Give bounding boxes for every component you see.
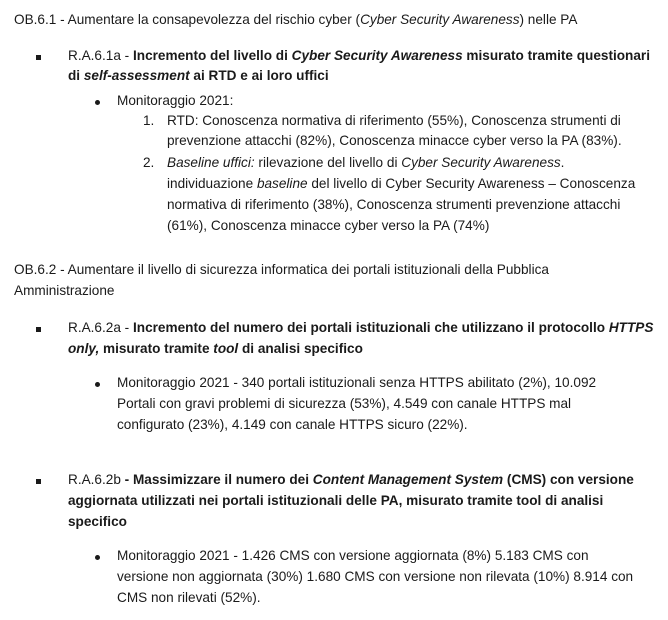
ra-6-1a-line1 (68, 46, 650, 66)
list-num-1: 1. (143, 113, 155, 128)
bullet-dot (95, 555, 100, 560)
monitoraggio-2-line2: Portali con gravi problemi di sicurezza (53%), 4.549 con canale HTTPS mal (117, 396, 572, 411)
item2-line2 (167, 174, 635, 194)
monitoraggio-3-line2: versione non aggiornata (30%) 1.680 CMS con versione non rilevata (10%) 8.914 con (117, 569, 634, 584)
monitoraggio-2-line1: Monitoraggio 2021 - 340 portali istituzionali senza HTTPS abilitato (2%), 10.092 (117, 375, 597, 390)
ob-6-1-heading (14, 10, 577, 30)
item2-line1 (167, 153, 564, 173)
ra-6-2a-line2 (68, 339, 363, 359)
ra-6-2b-code: R.A.6.2b (68, 472, 121, 487)
ob-6-1-end: ) nelle PA (519, 12, 578, 27)
list-num-2: 2. (143, 155, 155, 170)
ra-6-1a-t3: misurato tramite questionari (462, 48, 650, 63)
item2-c: Cyber Security Awareness (401, 155, 561, 170)
item1-line1: RTD: Conoscenza normativa di riferimento (55%), Conoscenza strumenti di (167, 113, 621, 128)
bullet-dot (95, 382, 100, 387)
item2-d: . (560, 155, 565, 170)
ob-6-1-text: - Aumentare la consapevolezza del rischio cyber ( (56, 12, 361, 27)
ra-6-2a-t1: Incremento del numero dei portali istituzionali che utilizzano il protocollo (133, 320, 609, 335)
monitoraggio-3-line3: CMS non rilevati (52%). (117, 590, 261, 605)
item2-a: Baseline uffici: (167, 155, 255, 170)
item1-line2: prevenzione attacchi (82%), Conoscenza minacce cyber verso la PA (83%). (167, 133, 622, 148)
monitoraggio-2-line3: configurato (23%), 4.149 con canale HTTPS sicuro (22%). (117, 417, 468, 432)
ra-6-1a-l2c: ai RTD e ai loro uffici (189, 68, 329, 83)
bullet-dot (95, 100, 100, 105)
ra-sep: - (120, 320, 133, 335)
ob-6-2-line2: Amministrazione (14, 283, 115, 298)
item2-b: rilevazione del livello di (254, 155, 402, 170)
ra-6-1a-line2 (68, 66, 329, 86)
bullet-square (36, 327, 41, 332)
monitoraggio-3-line1: Monitoraggio 2021 - 1.426 CMS con versione aggiornata (8%) 5.183 CMS con (117, 548, 589, 563)
ra-6-2a-l2a: only, (68, 341, 100, 356)
ra-sep: - (120, 48, 133, 63)
ob-6-2-line1: OB.6.2 - Aumentare il livello di sicurezza informatica dei portali istituzionali della Pubblica (14, 262, 549, 277)
ob-6-1-code: OB.6.1 (14, 12, 57, 27)
ra-6-2b-line3: specifico (68, 514, 127, 529)
ra-6-2b-line1 (68, 470, 634, 490)
ra-6-2a-line1 (68, 318, 653, 338)
ra-6-2b-line2: aggiornata utilizzati nei portali istituzionali delle PA, misurato tramite tool di analisi (68, 493, 604, 508)
bullet-square (36, 479, 41, 484)
item2-line3: normativa di riferimento (38%), Conoscenza strumenti prevenzione attacchi (167, 197, 621, 212)
item2-line4: (61%), Conoscenza minacce cyber verso la PA (74%) (167, 218, 490, 233)
ra-6-2a-l2b: misurato tramite (99, 341, 214, 356)
ra-6-2a-t2: HTTPS (608, 320, 654, 335)
ra-6-2b-t1: - Massimizzare il numero dei (120, 472, 313, 487)
item2-f: baseline (256, 176, 308, 191)
ra-6-2a-code: R.A.6.2a (68, 320, 121, 335)
ra-6-2a-l2d: di analisi specifico (238, 341, 363, 356)
ra-6-2a-l2c: tool (213, 341, 239, 356)
ra-6-2b-t3: (CMS) con versione (503, 472, 634, 487)
ra-6-1a-code: R.A.6.1a (68, 48, 121, 63)
ob-6-1-italic: Cyber Security Awareness (360, 12, 520, 27)
ra-6-2b-t2: Content Management System (312, 472, 504, 487)
ra-6-1a-l2a: di (68, 68, 84, 83)
monitoraggio-1-label: Monitoraggio 2021: (117, 93, 234, 108)
item2-g: del livello di Cyber Security Awareness – Conoscenza (307, 176, 636, 191)
item2-e: individuazione (167, 176, 257, 191)
bullet-square (36, 55, 41, 60)
ra-6-1a-l2b: self-assessment (83, 68, 190, 83)
ra-6-1a-t2: Cyber Security Awareness (291, 48, 463, 63)
ra-6-1a-t1: Incremento del livello di (133, 48, 292, 63)
